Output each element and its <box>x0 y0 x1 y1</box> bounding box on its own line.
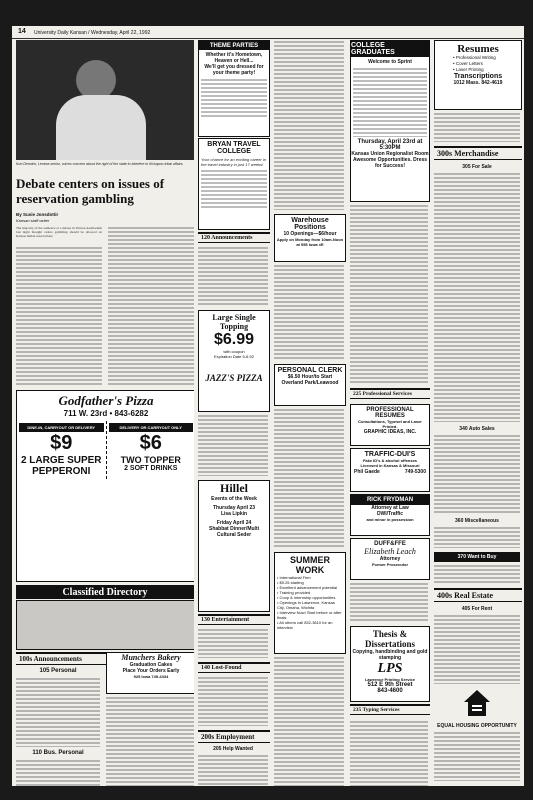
large-title: Large Single Topping <box>212 313 256 331</box>
byline-role: Kansan staff writer <box>16 218 50 223</box>
section-200s-employment: 200s Employment <box>198 730 270 743</box>
equal-housing-ad <box>434 688 520 786</box>
large-topping-ad <box>198 310 270 412</box>
large-brand: JAZZ'S PIZZA <box>205 373 263 383</box>
warehouse-line2: Apply on Monday from 10am-Noon at 955 Iowa #E <box>276 237 344 247</box>
hillel-speaker: Lisa Lipkin <box>220 511 248 517</box>
column-3-listings-top <box>274 40 344 210</box>
theme-parties-line1: Whether it's Hometown, Heaven or Hell... <box>205 52 263 64</box>
hillel-dinner: Shabbat Dinner/Multi Cultural Seder <box>209 526 259 538</box>
duffee-name: Elizabeth Leach <box>364 547 416 556</box>
classified-directory-title: Classified Directory <box>16 585 194 599</box>
column-3 <box>274 40 346 786</box>
hillel-sub: Events of the Week <box>211 496 257 502</box>
classified-index <box>16 600 194 650</box>
article-lead: The majority of the audience at a debate in Warren Auditorium last night thought casino gambling should be allowed on Kansas Indian reservations. <box>16 226 102 239</box>
theme-parties-ad <box>198 40 270 137</box>
personal-clerk-title: PERSONAL CLERK <box>277 367 343 374</box>
summer-work-title: SUMMER WORK <box>290 555 330 575</box>
two-topper-offer: TWO TOPPER <box>120 455 181 465</box>
typing-listings <box>350 720 428 786</box>
column-5 <box>434 40 522 786</box>
duffee-title: DUFF&FFE <box>374 541 406 547</box>
hillel-date1: Thursday April 23 <box>212 505 256 511</box>
hillel-date2: Friday April 24 <box>216 520 252 526</box>
personal-clerk-ad <box>274 364 346 406</box>
section-235-typing-services: 235 Typing Services <box>350 704 430 715</box>
section-120-announcements: 120 Announcements <box>198 232 270 243</box>
running-header <box>12 26 524 39</box>
section-340-auto-sales: 340 Auto Sales <box>459 426 495 432</box>
theme-parties-title: THEME PARTIES <box>199 41 269 50</box>
thesis-ad <box>350 626 430 702</box>
large-price: $6.99 <box>213 331 255 348</box>
personal-clerk-line1: $6.50 Hour/to Start <box>287 374 333 380</box>
resumes-phone: 1012 Mass. 842-4619 <box>453 80 503 86</box>
column-4 <box>350 40 430 786</box>
section-300s-merchandise: 300s Merchandise <box>434 146 522 160</box>
carryout-label: DELIVERY OR CARRYOUT ONLY <box>109 423 194 432</box>
godfathers-address: 711 W. 23rd • 843-6282 <box>63 409 149 418</box>
column-4-listings <box>350 204 428 384</box>
section-105-personal: 105 Personal <box>39 668 77 674</box>
warehouse-line1: 10 Openings—$6/hour <box>283 231 337 237</box>
auto-sales-listings <box>434 434 520 514</box>
duffee-role: Attorney <box>379 556 401 562</box>
for-sale-listings <box>434 172 520 422</box>
frydman-line3: and minor in possession <box>366 517 414 522</box>
column-3-listings-bottom <box>274 656 344 786</box>
traffic-title: TRAFFIC-DUI'S <box>364 451 416 458</box>
bus-personal-listings <box>16 759 100 786</box>
newspaper-page <box>12 26 524 786</box>
page-number: 14 <box>18 28 26 35</box>
personal-listings <box>16 677 100 747</box>
resumes-item-3: • Laser Printing <box>453 67 484 72</box>
publication-line: University Daily Kansan / Wednesday, April 22, 1992 <box>34 30 151 36</box>
section-225-professional-services: 225 Professional Services <box>350 388 430 399</box>
frydman-line1: Attorney at Law <box>371 505 409 511</box>
career-date: Thursday, April 23rd at 5:30PM <box>357 139 423 151</box>
section-205-help-wanted: 205 Help Wanted <box>213 746 253 752</box>
career-title: COLLEGE GRADUATES <box>351 41 429 57</box>
summer-work-ad <box>274 552 346 654</box>
section-130-entertainment: 130 Entertainment <box>198 614 270 625</box>
column-3-listings-low <box>274 408 344 548</box>
college-graduates-ad <box>350 40 430 202</box>
personal-clerk-line2: Overland Park/Leawood <box>281 380 339 386</box>
section-110-bus-personal: 110 Bus. Personal <box>32 750 84 756</box>
godfathers-ad <box>16 390 194 582</box>
resumes-sub: Transcriptions <box>453 73 503 80</box>
frydman-title: RICK FRYDMAN <box>351 495 429 505</box>
large-sub: with coupon <box>223 349 245 354</box>
hillel-ad <box>198 480 270 612</box>
summer-work-items: • International Firm • $9.25 starting • Excellent advancement potential • Training provided • Coop & internship opportunities • Openings in Lawrence, Kansas City, Omaha, Wichita • Interview Now! Start before or after finals • All others call 832-3610 for an interview <box>277 575 342 630</box>
munchers-line3: 925 Iowa 749-4334 <box>133 674 169 679</box>
lost-found-listings <box>198 676 268 726</box>
warehouse-title: Warehouse Positions <box>291 217 329 231</box>
want-to-buy-listings <box>434 564 520 584</box>
lps-logo: LPS <box>377 661 403 676</box>
resumes-item-1: • Professional Writing <box>453 55 496 60</box>
section-400s-real-estate: 400s Real Estate <box>434 588 522 602</box>
career-tagline: Awesome Opportunities. Dress for Success! <box>352 157 428 169</box>
munchers-title: Munchers Bakery <box>121 653 181 662</box>
professional-title: PROFESSIONAL RESUMES <box>366 407 414 419</box>
bryan-title: BRYAN TRAVEL COLLEGE <box>207 141 261 155</box>
for-rent-listings <box>434 614 520 684</box>
article-body-col2 <box>108 226 194 386</box>
dine-in-label: DINE-IN, CARRYOUT OR DELIVERY <box>19 423 104 432</box>
large-exp: Expiration Date 5-6-92 <box>213 354 255 359</box>
duffee-ad <box>350 538 430 580</box>
warehouse-ad <box>274 214 346 262</box>
resumes-item-2: • Cover Letters <box>453 61 483 66</box>
equal-housing-title: EQUAL HOUSING OPPORTUNITY <box>437 723 517 729</box>
thesis-line1: Copying, handbinding and gold stamping <box>352 649 428 661</box>
traffic-attorney: Phil Gaede <box>354 469 380 475</box>
equal-housing-icon <box>462 688 492 718</box>
professional-resumes-ad <box>350 404 430 446</box>
article-column <box>16 40 194 786</box>
column-2-listings <box>198 414 268 476</box>
column-4-listings-low <box>350 582 428 622</box>
theme-parties-line2: We'll get you dressed for your theme party! <box>204 64 264 76</box>
munchers-line2: Place Your Orders Early <box>122 668 180 674</box>
career-line1: Welcome to Sprint <box>368 59 412 65</box>
soft-drinks-offer: 2 SOFT DRINKS <box>124 465 178 472</box>
announcement-listings <box>198 246 268 306</box>
traffic-line1: Fake ID's & alcohol offenses <box>362 458 418 463</box>
traffic-phone: 749-5300 <box>404 469 426 475</box>
bryan-travel-ad <box>198 138 270 230</box>
munchers-adjacent-text <box>106 696 194 786</box>
thesis-line3: 512 E 9th Street <box>367 682 413 688</box>
resumes-title: Resumes <box>457 43 499 55</box>
thesis-title: Thesis & Dissertations <box>365 629 415 649</box>
section-370-want-to-buy: 370 Want to Buy <box>434 552 520 562</box>
duffee-former: Former Prosecutor <box>371 562 408 567</box>
column-5-listings-top <box>434 112 520 142</box>
article-photo <box>16 40 194 160</box>
professional-line2: GRAPHIC IDEAS, INC. <box>363 429 417 435</box>
miscellaneous-listings <box>434 526 520 548</box>
article-headline: Debate centers on issues of reservation gambling <box>16 176 165 206</box>
super-pepperoni-offer: 2 LARGE SUPER PEPPERONI <box>20 455 102 477</box>
munchers-ad <box>106 652 194 694</box>
traffic-dui-ad <box>350 448 430 492</box>
price-6: $6 <box>139 432 162 454</box>
section-405-for-rent: 405 For Rent <box>461 606 493 612</box>
photo-caption: Kurt Dennick, Lenexa senior, voices concern about the right of the state to interfere in Kickapoo tribal affairs. <box>16 162 184 166</box>
career-place: Kansas Union Regionalist Room <box>351 151 429 157</box>
resumes-ad <box>434 40 522 110</box>
byline: By Susie Jonsdottir <box>16 212 59 217</box>
thesis-phone: 843-4600 <box>377 688 403 694</box>
article-body-col1 <box>16 246 102 386</box>
section-140-lost-found: 140 Lost-Found <box>198 662 270 673</box>
frydman-ad <box>350 494 430 536</box>
bryan-line1: Your chance for an exciting career in the travel industry in just 17 weeks! <box>201 157 266 167</box>
section-100s-announcements: 100s Announcements <box>16 652 106 665</box>
column-2 <box>198 40 270 786</box>
help-wanted-listings-col2 <box>198 754 268 786</box>
entertainment-listings <box>198 628 268 658</box>
professional-line1: Consultations, Typeset and Laser Printed. <box>358 419 422 429</box>
frydman-line2: DWI/Traffic <box>376 511 404 517</box>
hillel-title: Hillel <box>220 481 248 495</box>
thesis-line2: Lawrence Printing Service <box>364 677 416 682</box>
price-9: $9 <box>50 432 73 454</box>
section-305-for-sale: 305 For Sale <box>462 164 492 170</box>
section-360-miscellaneous: 360 Miscellaneous <box>455 518 499 524</box>
traffic-line2: Licensed in Kansas & Missouri <box>360 463 420 468</box>
godfathers-title: Godfather's Pizza <box>58 393 154 408</box>
column-3-listings-mid <box>274 264 344 360</box>
munchers-line1: Graduation Cakes <box>129 662 173 668</box>
